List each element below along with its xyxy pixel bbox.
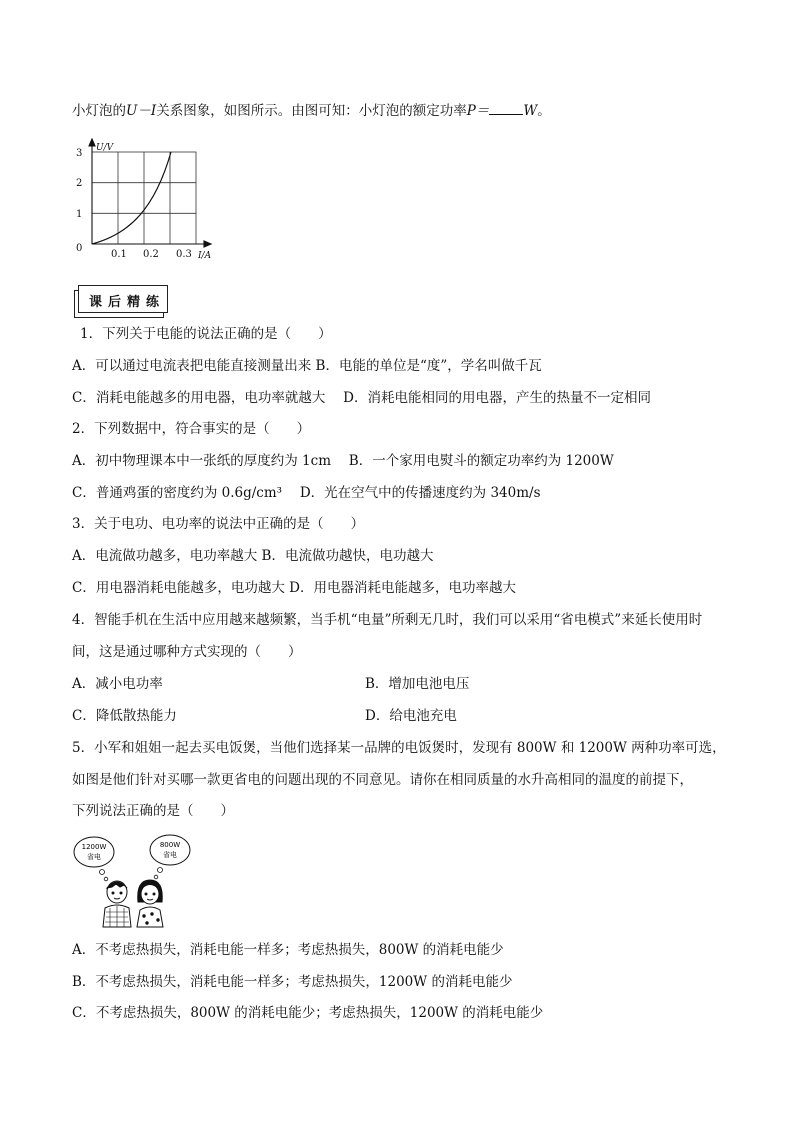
u-i-curve xyxy=(92,152,171,244)
q5-option-a: A．不考虑热损失，消耗电能一样多；考虑热损失，800W 的消耗电能少 xyxy=(72,942,504,958)
q5-option-b: B．不考虑热损失，消耗电能一样多；考虑热损失，1200W 的消耗电能少 xyxy=(72,974,513,990)
q5-stem-line1: 5．小军和姐姐一起去买电饭煲，当他们选择某一品牌的电饭煲时，发现有 800W 和 1200W 两种功率可选， xyxy=(72,740,726,756)
x-tick-0-2: 0.2 xyxy=(143,249,159,260)
x-axis-label: I/A xyxy=(198,251,212,261)
intro-text-end: 。 xyxy=(537,103,551,119)
q4-option-d: D．给电池充电 xyxy=(365,708,457,724)
q2-options-cd: C．普通鸡蛋的密度约为 0.6g/cm³ D．光在空气中的传播速度约为 340m/s xyxy=(72,485,541,501)
bubble-right-text: 省电 xyxy=(163,851,177,859)
q4-option-c: C．降低散热能力 xyxy=(72,708,177,724)
section-title: 课后精练 xyxy=(89,295,166,310)
bubble-right-power: 800W xyxy=(159,841,181,849)
q1-options-cd: C．消耗电能越多的用电器，电功率就越大 D．消耗电能相同的用电器，产生的热量不一定相同 xyxy=(72,390,651,406)
q5-option-c: C．不考虑热损失，800W 的消耗电能少；考虑热损失，1200W 的消耗电能少 xyxy=(72,1005,544,1021)
q4-stem-line2: 间，这是通过哪种方式实现的（ ） xyxy=(72,644,302,660)
q3-options-ab: A．电流做功越多，电功率越大 B．电流做功越快，电功越大 xyxy=(72,548,434,564)
y-tick-3: 3 xyxy=(76,148,83,159)
q5-illustration xyxy=(72,830,202,930)
section-banner xyxy=(78,285,168,313)
x-tick-0-1: 0.1 xyxy=(111,249,127,260)
answer-blank xyxy=(489,102,523,115)
y-tick-1: 1 xyxy=(76,209,83,220)
q4-stem-line1: 4．智能手机在生活中应用越来越频繁，当手机“电量”所剩无几时，我们可以采用“省电模式”来延长使用时 xyxy=(72,612,703,628)
y-tick-2: 2 xyxy=(76,178,83,189)
power-symbol: P＝ xyxy=(466,103,490,119)
boy-figure xyxy=(103,881,131,927)
q5-stem-line3: 下列说法正确的是（ ） xyxy=(72,803,234,819)
intro-text-pre: 小灯泡的 xyxy=(72,103,126,119)
q3-stem: 3．关于电功、电功率的说法中正确的是（ ） xyxy=(72,516,365,532)
q2-stem: 2．下列数据中，符合事实的是（ ） xyxy=(72,421,311,437)
q1-options-ab: A．可以通过电流表把电能直接测量出来 B．电能的单位是“度”，学名叫做千瓦 xyxy=(72,358,542,374)
intro-text-mid: 关系图象，如图所示。由图可知：小灯泡的额定功率 xyxy=(156,103,467,119)
bubble-left-power: 1200W xyxy=(81,843,107,851)
u-i-symbol: U－I xyxy=(126,103,157,119)
intro-line xyxy=(72,102,551,120)
u-i-graph xyxy=(70,138,230,268)
unit-watt: W xyxy=(523,103,538,119)
q4-option-b: B．增加电池电压 xyxy=(365,676,470,692)
q3-options-cd: C．用电器消耗电能越多，电功越大 D．用电器消耗电能越多，电功率越大 xyxy=(72,580,516,596)
girl-figure xyxy=(137,880,163,927)
q1-stem: 1．下列关于电能的说法正确的是（ ） xyxy=(80,326,332,342)
q2-options-ab: A．初中物理课本中一张纸的厚度约为 1cm B．一个家用电熨斗的额定功率约为 1200W xyxy=(72,453,614,469)
origin-label: 0 xyxy=(76,243,83,254)
q5-stem-line2: 如图是他们针对买哪一款更省电的问题出现的不同意见。请你在相同质量的水升高相同的温度的前提下， xyxy=(72,772,693,788)
x-tick-0-3: 0.3 xyxy=(176,249,192,260)
y-axis-label: U/V xyxy=(96,143,114,153)
q4-option-a: A．减小电功率 xyxy=(72,676,163,692)
bubble-left-text: 省电 xyxy=(87,853,101,861)
